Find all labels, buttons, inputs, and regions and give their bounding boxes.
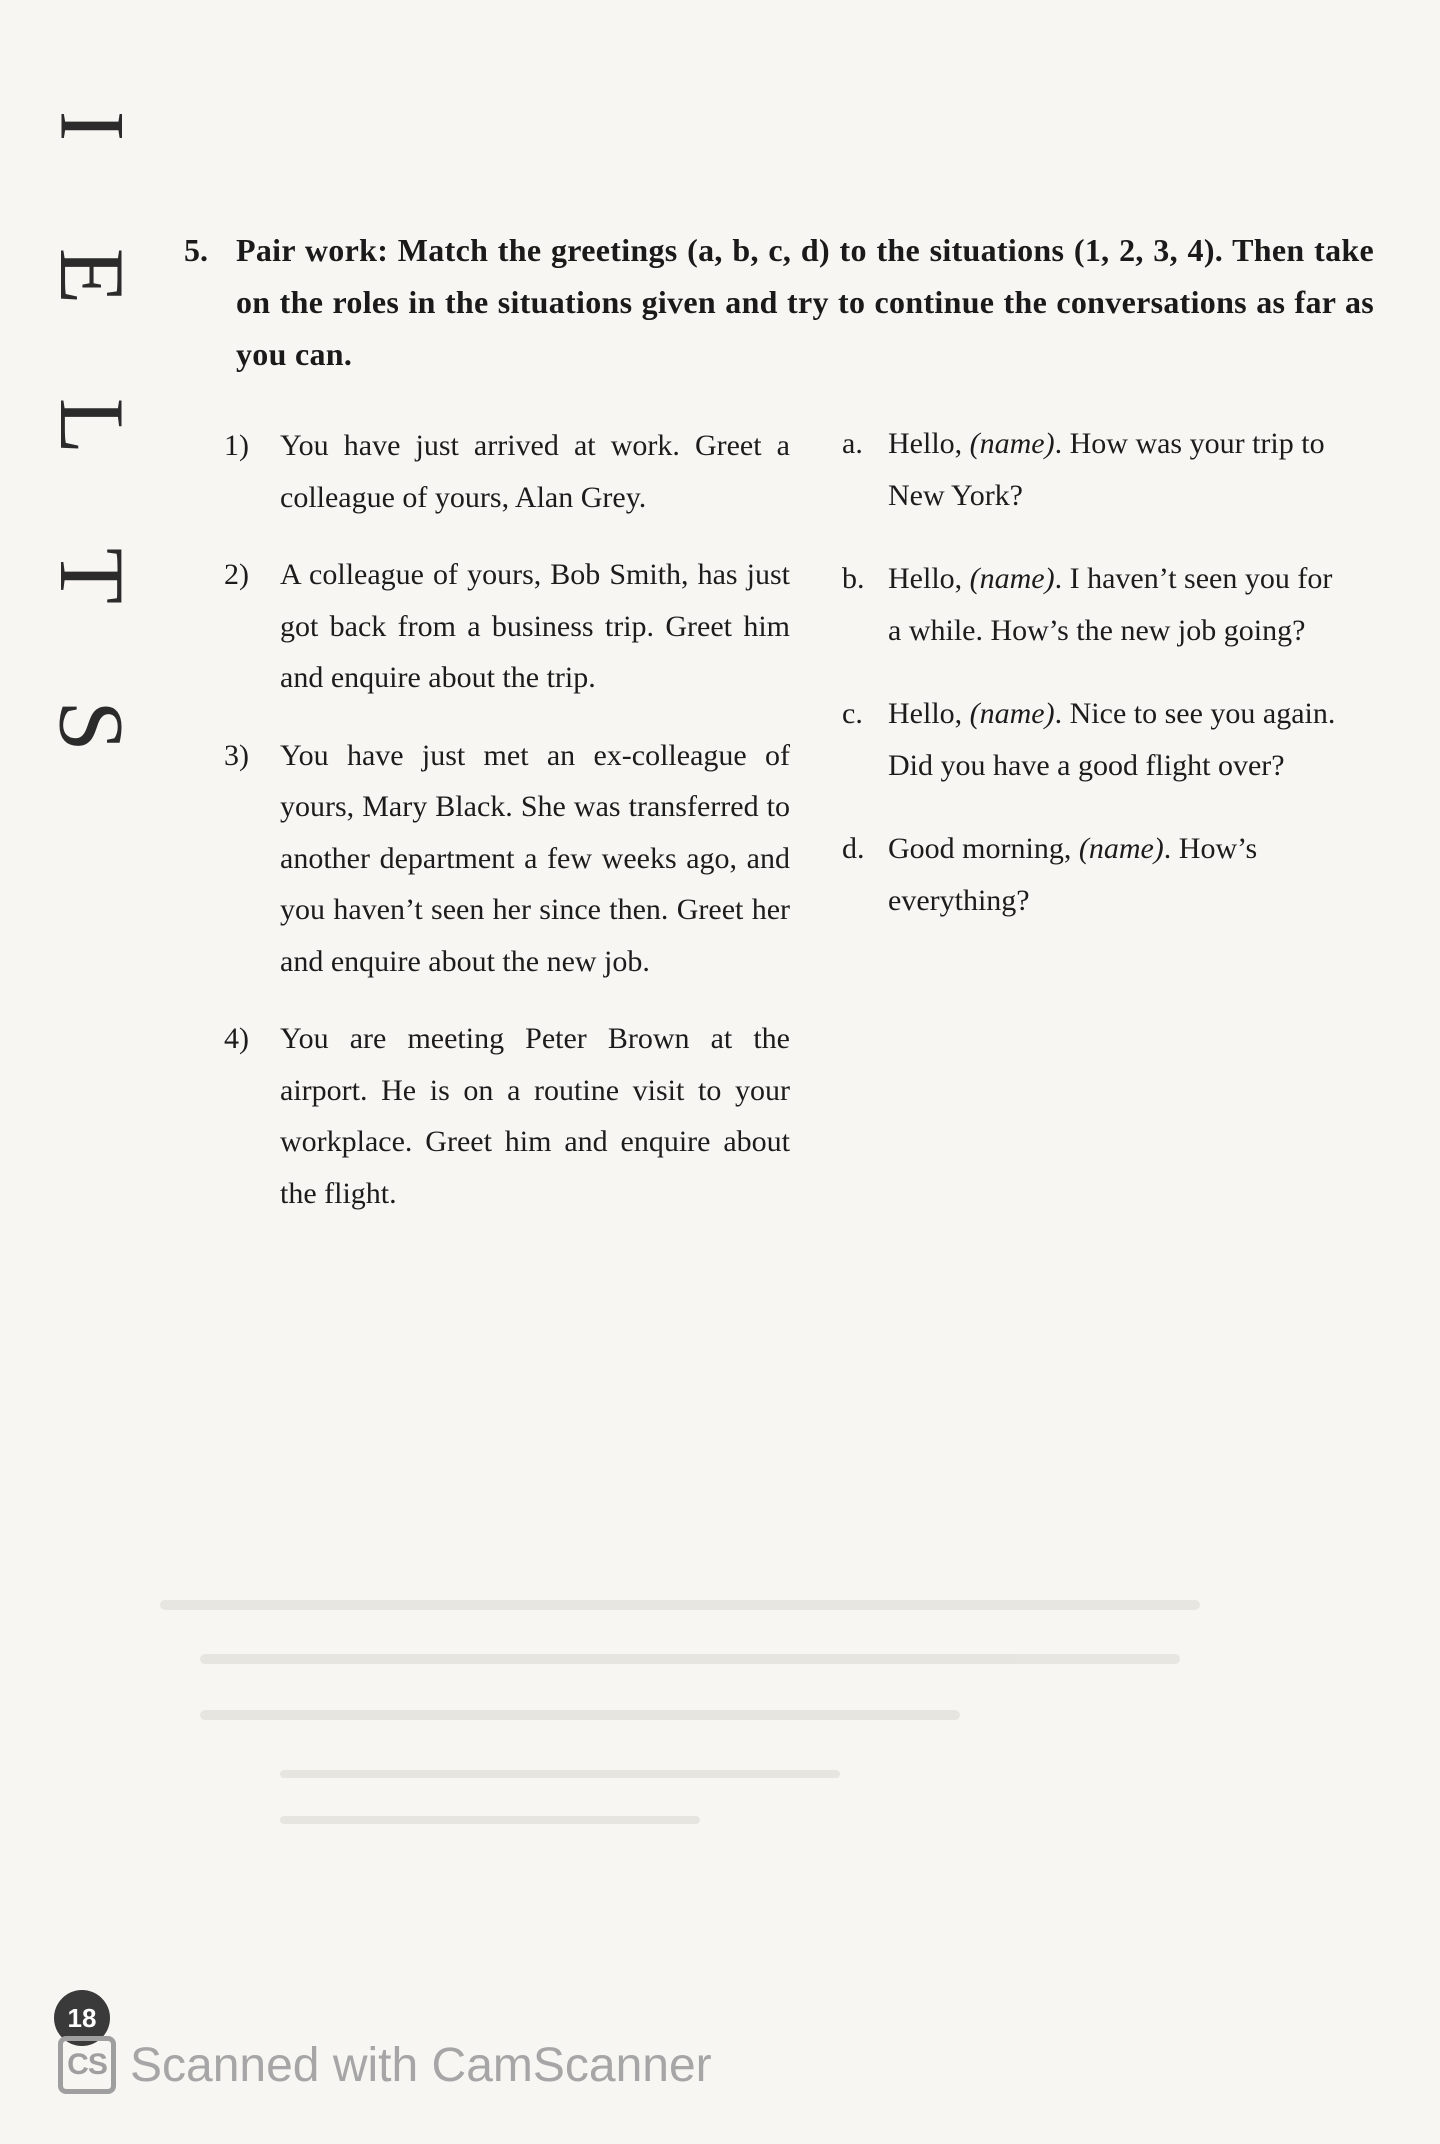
situation-label: 1) (224, 429, 249, 462)
exercise-instruction: Pair work: Match the greetings (a, b, c, d) to the situations (1, 2, 3, 4). Then take on the roles in the situations given and try to continue the conversations as far as you can. (236, 232, 1374, 372)
situation-label: 4) (224, 1022, 249, 1055)
camscanner-logo-icon: CS (58, 2036, 116, 2094)
side-letter: I (40, 110, 143, 142)
situation-text: A colleague of yours, Bob Smith, has just got back from a business trip. Greet him and enquire about the trip. (280, 558, 790, 694)
greeting-text-end: . I haven’t seen you for a while. How’s the new job going? (888, 562, 1333, 647)
greeting-item (842, 553, 1342, 656)
situation-label: 3) (224, 738, 249, 772)
greeting-text-end: . How was your trip to New York? (888, 427, 1325, 512)
situations-list (224, 420, 790, 1245)
side-letter: L (40, 397, 143, 455)
greeting-text (888, 688, 1342, 791)
greeting-text-start: Hello, (888, 562, 970, 595)
name-placeholder: (name) (969, 562, 1055, 595)
greeting-text-end: . How’s everything? (888, 832, 1258, 917)
situation-text: You have just arrived at work. Greet a colleague of yours, Alan Grey. (280, 429, 790, 514)
greeting-text-end: . Nice to see you again. Did you have a good flight over? (888, 697, 1336, 782)
reverse-page-bleed (160, 1580, 1340, 1880)
greetings-list (842, 418, 1342, 958)
greeting-item (842, 688, 1342, 791)
exercise-number: 5. (184, 232, 208, 268)
situation-text: You have just met an ex-colleague of yours, Mary Black. She was transferred to another department a few weeks ago, and you haven’t seen her since then. Greet her and enquire about the new job. (280, 738, 790, 978)
greeting-text-start: Good morning, (888, 832, 1079, 865)
page-number-badge: 18 (54, 1990, 110, 2046)
side-title-ielts (40, 80, 143, 772)
exercise-heading (184, 224, 1374, 380)
greeting-label: d. (842, 832, 865, 865)
situation-item (224, 1013, 790, 1219)
greeting-label: c. (842, 697, 863, 730)
greeting-text (888, 418, 1342, 521)
situation-item (224, 730, 790, 988)
greeting-label: a. (842, 427, 863, 460)
side-letter: E (40, 247, 143, 305)
watermark-text: Scanned with CamScanner (130, 2038, 712, 2092)
side-letter: T (40, 547, 143, 605)
greeting-item (842, 418, 1342, 521)
situation-item (224, 549, 790, 704)
greeting-text-start: Hello, (888, 427, 970, 460)
greeting-text (888, 553, 1342, 656)
name-placeholder: (name) (1078, 832, 1164, 865)
greeting-label: b. (842, 562, 865, 595)
situation-item (224, 420, 790, 523)
side-letter: S (40, 700, 143, 752)
name-placeholder: (name) (969, 427, 1055, 460)
greeting-text (888, 823, 1342, 926)
situation-label: 2) (224, 558, 249, 591)
name-placeholder: (name) (969, 697, 1055, 730)
greeting-item (842, 823, 1342, 926)
situation-text: You are meeting Peter Brown at the airport. He is on a routine visit to your workplace. Greet him and enquire about the flight. (280, 1022, 790, 1210)
camscanner-watermark (58, 2036, 712, 2094)
greeting-text-start: Hello, (888, 697, 970, 730)
